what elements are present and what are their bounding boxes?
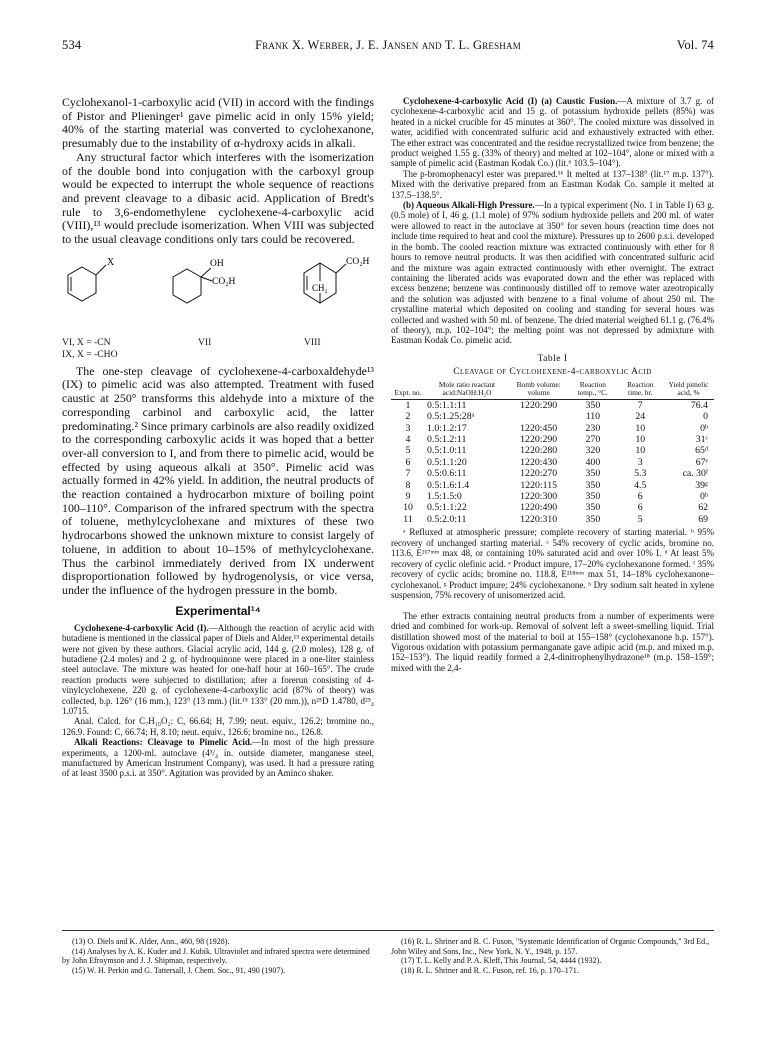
page-number: 534	[62, 38, 82, 52]
table-cell: 2	[405, 411, 411, 423]
table-cell	[509, 411, 568, 422]
table-cell: 10	[403, 502, 413, 514]
structures-drawing	[62, 251, 374, 335]
bond-oh-vii	[201, 268, 211, 277]
vii-cooh-label: CO₂H	[212, 276, 236, 287]
table-cell: 31ᶜ	[695, 433, 708, 445]
footnote-17: (17) T. L. Kelly and P. A. Kleff, This Journal, 54, 4444 (1932).	[401, 956, 602, 965]
table-cell: 5	[637, 513, 643, 525]
caption-ix: IX, X = -CHO	[62, 348, 118, 360]
table-cell: 5.3	[634, 468, 647, 480]
viii-cooh-label: CO₂H	[346, 256, 370, 267]
table-cell: 0	[703, 411, 708, 423]
ring-vii	[173, 269, 201, 303]
exp-acid-i-heading: Cyclohexene-4-carboxylic Acid (I).	[74, 622, 209, 633]
table-cell: ca. 30ᶠ	[682, 468, 708, 480]
table-row	[391, 434, 714, 445]
table-cell: 62	[698, 502, 708, 514]
table-cell: 400	[585, 456, 601, 468]
table-cell: 10	[635, 433, 646, 445]
table-body	[391, 399, 714, 525]
footnote-13: (13) O. Diels and K. Alder, Ann., 460, 98 (1928).	[72, 937, 230, 946]
table-cell: 11	[403, 513, 413, 525]
table-cell: 9	[405, 491, 411, 502]
table-cell: 10	[635, 445, 646, 457]
table-cell: 1.0:1.2:17	[427, 422, 467, 434]
paragraph-aldehyde: The one-step cleavage of cyclohexene-4-carboxaldehyde¹³ (IX) to pimelic acid was also attempted. Treatment with fused caustic at 250° transforms this aldehyde into a mixture of the corresponding carbinol and carboxylic acid, the latter predominating.² Since primary carbinols are also readily oxidized to the corresponding carboxylic acids it was hoped that a better over-all conversion to I, and from there to pimelic acid, would be effected by using aqueous alkali at 350°. Pimelic acid was actually formed in 42% yield. In addition, the neutral products of the reaction contained a hydrocarbon mixture of boiling point 100–110°. Comparison of the infrared spectrum with the spectra of toluene, methylcyclohexane and mixtures of these two hydrocarbons showed the unknown mixture to consist largely of toluene, in addition to about 10–15% of methylcyclohexane. Thus the carbinol immediately derived from IX underwent disproportionation followed by hydrogenolysis, or vice versa, under the influence of the hydrogen pressure in the bomb.	[62, 363, 374, 597]
table-header-row	[391, 381, 714, 400]
th-temp: Reaction temp., °C.	[568, 381, 617, 400]
footnote-rule	[62, 930, 714, 931]
vii-oh-label: OH	[210, 258, 224, 269]
footnote-18: (18) R. L. Shriner and R. C. Fuson, ref. 16, p. 170–171.	[401, 965, 579, 975]
th-time: Reaction time, hr.	[617, 381, 663, 400]
experimental-acid-i	[62, 623, 374, 717]
table-cell: 0.5:0.6:11	[427, 468, 467, 480]
caption-viii: VIII	[304, 336, 321, 348]
table-row	[391, 480, 714, 491]
table-cell: 0.5:2.0:11	[427, 513, 467, 525]
table-cell: 350	[585, 479, 601, 491]
table-cell: 0.5:1.1:11	[427, 399, 467, 411]
table-cell: 0.5:1.2:11	[427, 433, 467, 445]
table-cell: 6	[405, 456, 411, 468]
table-row	[391, 445, 714, 456]
table-cell: 350	[585, 468, 601, 480]
high-pressure-para	[391, 200, 714, 346]
exp-acid-i-body: —Although the reaction of acrylic acid with butadiene is mentioned in the classical paper of Diels and Alder,¹³ experimental details were not given by these authors. Glacial acrylic acid, 144 g. (2.0 moles), 128 g. of butadiene (2.4 moles) and 2 g. of hydroquinone were placed in a one-liter stainless steel autoclave. The mixture was heated for one-half hour at 160–165°. The crude reaction products were subjected to distillation; after a forerun consisting of 4-vinylcyclohexene, 220 g. of cyclohexene-4-carboxylic acid (87% of theory) was collected, b.p. 126° (16 mm.), 123° (13 mm.) (lit.¹⁵ 133° (20 mm.)), n²⁵D 1.4780, d²⁵₄ 1.0715.	[62, 622, 374, 716]
table-cell: 4.5	[634, 479, 647, 491]
table-cell: 1220:290	[520, 399, 558, 411]
table-row	[391, 411, 714, 422]
table-number: Table I	[537, 353, 568, 364]
table-cell: 1220:280	[520, 445, 558, 457]
bond-cooh-vii	[201, 277, 212, 281]
bond-cooh-viii	[336, 264, 346, 273]
caption-vi: VI, X = -CN	[62, 336, 111, 348]
bromophenacyl-para: The p-bromophenacyl ester was prepared.¹⁶ It melted at 137–138° (lit.¹⁷ m.p. 137°). Mixed with the derivative prepared from an Eastman Kodak Co. sample it melted at 137.5–138.5°.	[391, 168, 714, 200]
table-cell: 7	[637, 399, 643, 411]
table-cell: 10	[635, 422, 646, 434]
table-cell: 320	[585, 445, 601, 457]
table-cell: 1220:430	[520, 456, 558, 468]
caustic-fusion-heading: Cyclohexene-4-carboxylic Acid (I) (a) Caustic Fusion.	[403, 96, 618, 106]
experimental-alkali	[62, 737, 374, 779]
paragraph-bredt: Any structural factor which interferes with the isomerization of the double bond into conjugation with the carboxyl group would be expected to interrupt the whole sequence of reactions and prevent cleavage to a dibasic acid. Application of Bredt's rule to 3,6-endomethylene cyclohexene-4-carboxylic acid (VIII),¹³ would preclude isomerization. When VIII was subjected to the usual cleavage conditions only tars could be recovered.	[62, 149, 374, 247]
paragraph-vii: Cyclohexanol-1-carboxylic acid (VII) in accord with the findings of Pistor and Plieninger¹ gave pimelic acid in only 15% yield; 40% of the starting material was converted to cyclohexanone, presumably due to the instability of α-hydroxy acids in alkali.	[62, 95, 374, 151]
bond-x-vi-ix	[96, 265, 106, 275]
table-row	[391, 491, 714, 502]
table-row	[391, 468, 714, 479]
table-cell: 0.5:1.6:1.4	[427, 479, 470, 491]
right-column	[391, 96, 714, 673]
table-cell: 1220:300	[520, 491, 558, 502]
analysis-line: Anal. Calcd. for C₇H₁₀O₂: C, 66.64; H, 7.99; neut. equiv., 126.2; bromine no., 126.9. Found: C, 66.74; H, 8.10; neut. equiv., 126.6; bromine no., 126.8.	[62, 716, 374, 737]
table-cell: 8	[405, 479, 411, 491]
table-cell: 0ᵇ	[700, 422, 708, 434]
table-row	[391, 502, 714, 513]
table-cell: 350	[585, 491, 601, 502]
th-expt: Expt. no.	[391, 381, 425, 400]
table-cell: 6	[637, 491, 643, 502]
table-caption: Cleavage of Cyclohexene-4-carboxylic Acid	[453, 366, 652, 377]
table-cell: 39ᵍ	[695, 479, 708, 491]
table-row	[391, 514, 714, 525]
table-cell: 0ʰ	[699, 491, 708, 502]
running-title: Frank X. Werber, J. E. Jansen and T. L. Gresham	[255, 38, 521, 52]
table-cell: 350	[585, 513, 601, 525]
table-cell: 7	[405, 468, 411, 480]
high-pressure-heading: (b) Aqueous Alkali-High Pressure.	[403, 200, 535, 211]
table-cell: 5	[405, 445, 411, 457]
table-cell: 1220:490	[520, 502, 558, 514]
table-cell: 270	[585, 433, 601, 445]
table-cell: 230	[585, 422, 601, 434]
table-cell: 69	[698, 513, 708, 525]
table-cell: 0.5:1.1:20	[427, 456, 467, 468]
volume-label: Vol. 74	[676, 38, 714, 52]
table-cell: 1220:270	[520, 468, 558, 480]
running-header	[62, 38, 714, 58]
left-column	[62, 96, 374, 779]
footnote-15: (15) W. H. Perkin and G. Tattersall, J. Chem. Soc., 91, 490 (1907).	[72, 965, 286, 975]
th-bomb-volume: Bomb volume: volume	[509, 381, 568, 400]
table-cell: 4	[405, 433, 411, 445]
table-cell: 3	[637, 456, 643, 468]
table-cell: 3	[405, 422, 411, 434]
table-cell: 1220:310	[520, 513, 558, 525]
table-cell: 67ᵉ	[695, 456, 708, 468]
table-cell: 1	[405, 399, 411, 411]
table-cell: 24	[635, 411, 646, 423]
high-pressure-body: —In a typical experiment (No. 1 in Table I) 63 g. (0.5 mole) of I, 46 g. (1.1 mole) of 97% sodium hydroxide pellets and 200 ml. of water were allowed to react in the autoclave at 350° for seven hours (reaction time does not include time required to heat and cool the mixture). Pressures up to 2600 p.s.i. developed in the bomb. The cooled reaction mixture was extracted continuously with ether for 8 hours to remove neutral products. It was then acidified with concentrated sulfuric acid and the mixture was again extracted continuously with ether overnight. The extract containing the liberated acids was evaporated down and the ether was replaced with excess benzene; benzene was continuously distilled off to remove water azeotropically and the solution was adjusted with benzene to a final volume of about 250 ml. The crystalline material which deposited on cooling and standing for several hours was collected and washed with 50 ml. of benzene. The dried material weighed 61.1 g. (76.4% of theory), m.p. 102–104°; the melting point was not depressed by admixture with Eastman Kodak Co. pimelic acid.	[391, 200, 714, 346]
exp-alkali-body: —In most of the high pressure experiments, a 1200-ml. autoclave (4³/₄ in. outside diameter, manganese steel, manufactured by American Instrument Company), was used. It had a pressure rating of at least 3500 p.s.i. at 350°. Agitation was provided by an Aminco shaker.	[62, 737, 374, 779]
cleavage-table	[391, 381, 714, 525]
footnotes-right	[391, 937, 714, 975]
vi-ix-x-label: X	[107, 256, 115, 268]
footnote-16: (16) R. L. Shriner and R. C. Fuson, "Systematic Identification of Organic Compounds," 3rd Ed., John Wiley and Sons, Inc., New York, N. Y., 1948, p. 157.	[391, 937, 710, 956]
footnotes-left	[62, 937, 374, 975]
table-row	[391, 399, 714, 411]
th-yield: Yield pimelic acid, %	[663, 381, 714, 400]
neutral-products-para: The ether extracts containing neutral products from a number of experiments were dried and combined for work-up. Removal of solvent left a sweet-smelling liquid. Trial distillation showed most of the material to boil at 155–158° (cyclohexanone b.p. 157°). Vigorous oxidation with potassium permanganate gave adipic acid (m.p. and mixed m.p. 152–153°). The liquid readily formed a 2,4-dinitrophenylhydrazone¹⁸ (m.p. 158–159°; mixed with the 2,4-	[391, 610, 714, 673]
table-cell: 350	[585, 502, 601, 514]
table-row	[391, 423, 714, 434]
exp-alkali-heading: Alkali Reactions: Cleavage to Pimelic Acid.	[74, 737, 253, 748]
table-cell: 1.5:1.5:0	[427, 491, 462, 502]
table-cell: 65ᵈ	[695, 445, 708, 457]
viii-ch2-label: CH₂	[312, 282, 328, 293]
th-mole-ratio: Mole ratio reactant acid:NaOH:H₂O	[425, 381, 509, 400]
table-cell: 0.5:1.0:11	[427, 445, 467, 457]
table-cell: 350	[585, 399, 601, 411]
caption-vii: VII	[198, 336, 212, 348]
structure-figure	[62, 251, 374, 335]
table-row	[391, 457, 714, 468]
table-cell: 1220:115	[520, 479, 557, 491]
caustic-fusion-para	[391, 96, 714, 169]
table-cell: 1220:290	[520, 433, 558, 445]
caustic-fusion-body: —A mixture of 3.7 g. of cyclohexene-4-carboxylic acid and 15 g. of potassium hydroxide pellets (85%) was heated in a nickel crucible for 45 minutes at 360°. The cooled mixture was dissolved in water, acidified with concentrated sulfuric acid and exhaustively extracted with ether. The ether extract was concentrated and the residue recrystallized twice from benzene; the product weighed 1.55 g. (33% of theory) and melted at 102–104°, alone or mixed with a sample of pimelic acid (Eastman Kodak Co.) (lit.⁶ 103.5–104°).	[391, 96, 714, 169]
table-cell: 0.5:1.25:28ᵃ	[427, 411, 475, 423]
table-cell: 6	[637, 502, 643, 514]
structure-captions	[62, 337, 374, 361]
ring-vi-ix	[68, 267, 96, 301]
table-cell: 110	[585, 411, 601, 423]
table-notes: ᵃ Refluxed at atmospheric pressure; complete recovery of starting material. ᵇ 95% recovery of unchanged starting material. ᶜ 54% recovery of cyclic acids, bromine no. 113.6, E²¹⁷ᵐᵐ max 48, or containing 10% saturated acid and over 10% I. ᵈ At least 5% recovery of cyclic olefinic acid. ᵉ Product impure, 17–20% cyclohexanone formed. ᶠ 35% recovery of cyclic acids; bromine no. 118.8, E²¹⁸ᵐᵐ max 51, 14–18% cyclohexanone–cyclohexanol. ᵍ Product impure; 24% cyclohexanone. ʰ Dry sodium salt heated in xylene suspension, 75% recovery of unisomerized acid.	[391, 527, 714, 601]
table-cell: 1220:450	[520, 422, 558, 434]
footnote-14: (14) Analyses by A. K. Kuder and J. Kubik. Ultraviolet and infrared spectra were determined by John Efroymson and J. J. Shipman, respectively.	[62, 946, 370, 965]
table-cell: 0.5:1.1:22	[427, 502, 467, 514]
table-cell: 76.4	[690, 399, 708, 411]
experimental-heading: Experimental¹⁴	[175, 603, 261, 618]
